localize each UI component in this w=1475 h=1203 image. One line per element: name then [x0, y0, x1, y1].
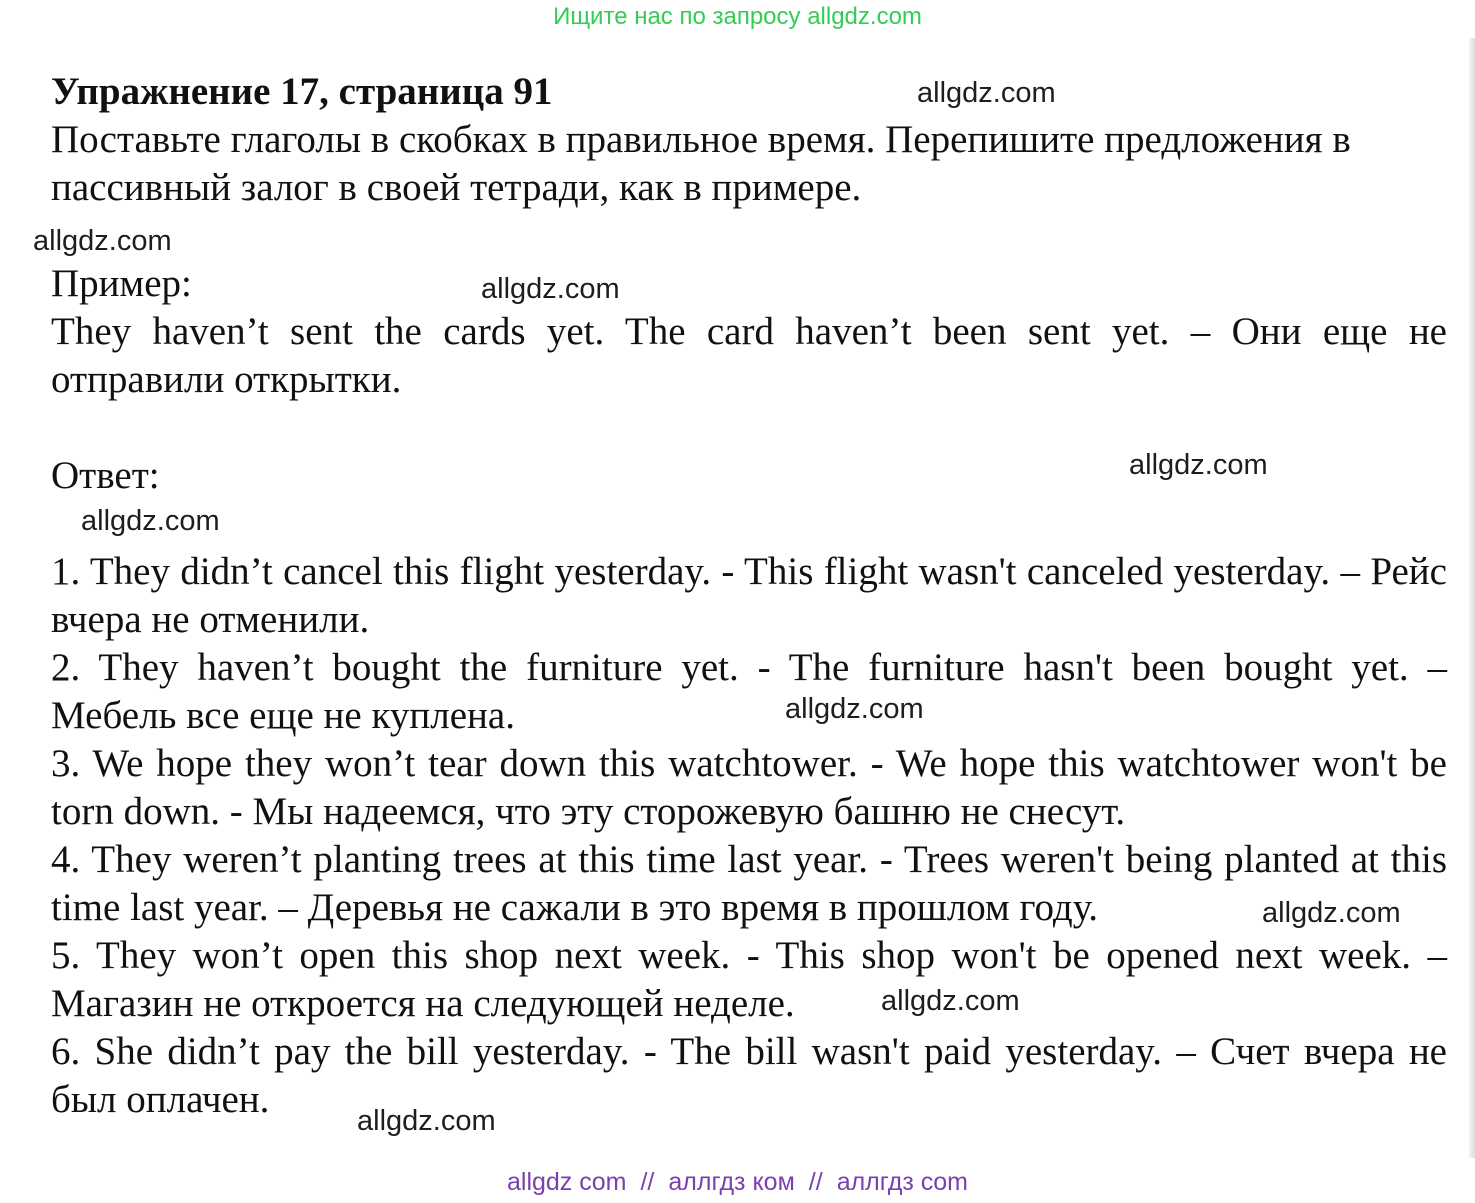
- footer-link[interactable]: аллгдз com: [836, 1168, 968, 1196]
- top-banner-link[interactable]: Ищите нас по запросу allgdz.com: [553, 3, 922, 30]
- answer-item: 5. They won’t open this shop next week. - This shop won't be opened next week. – Магазин не откроется на следующей неделе.: [51, 934, 1447, 1025]
- watermark-text: allgdz.com: [785, 693, 924, 725]
- watermark-text: allgdz.com: [917, 77, 1056, 109]
- watermark-text: allgdz.com: [1262, 897, 1401, 929]
- answer-item: 1. They didn’t cancel this flight yesterday. - This flight wasn't canceled yesterday. – Рейс вчера не отменили.: [51, 550, 1447, 641]
- footer-separator: //: [808, 1168, 823, 1196]
- answer-label: Ответ:: [51, 454, 160, 497]
- footer-links: [0, 1167, 1475, 1197]
- watermark-text: allgdz.com: [1129, 449, 1268, 481]
- watermark-text: allgdz.com: [81, 505, 220, 537]
- example-text: They haven’t sent the cards yet. The card haven’t been sent yet. – Они еще не отправили открытки.: [51, 310, 1447, 401]
- footer-link[interactable]: аллгдз ком: [668, 1168, 795, 1196]
- watermark-text: allgdz.com: [481, 273, 620, 305]
- exercise-title: Упражнение 17, страница 91: [51, 70, 553, 113]
- page-edge-shadow: [1469, 38, 1475, 1158]
- answer-item: 3. We hope they won’t tear down this watchtower. - We hope this watchtower won't be torn down. - Мы надеемся, что эту сторожевую башню не снесут.: [51, 742, 1447, 833]
- watermark-text: allgdz.com: [357, 1105, 496, 1137]
- answer-item: 2. They haven’t bought the furniture yet. - The furniture hasn't been bought yet. – Мебель все еще не куплена.: [51, 646, 1447, 737]
- answer-item: 6. She didn’t pay the bill yesterday. - The bill wasn't paid yesterday. – Счет вчера не был оплачен.: [51, 1030, 1447, 1121]
- answer-item: 4. They weren’t planting trees at this time last year. - Trees weren't being planted at this time last year. – Деревья не сажали в это время в прошлом году.: [51, 838, 1447, 929]
- exercise-instruction: Поставьте глаголы в скобках в правильное время. Перепишите предложения в пассивный залог в своей тетради, как в примере.: [51, 118, 1351, 209]
- example-label: Пример:: [51, 262, 192, 305]
- exercise-content: [51, 68, 1447, 1124]
- watermark-text: allgdz.com: [33, 225, 172, 257]
- footer-separator: //: [640, 1168, 655, 1196]
- footer-link[interactable]: allgdz com: [506, 1168, 627, 1196]
- watermark-text: allgdz.com: [881, 985, 1020, 1017]
